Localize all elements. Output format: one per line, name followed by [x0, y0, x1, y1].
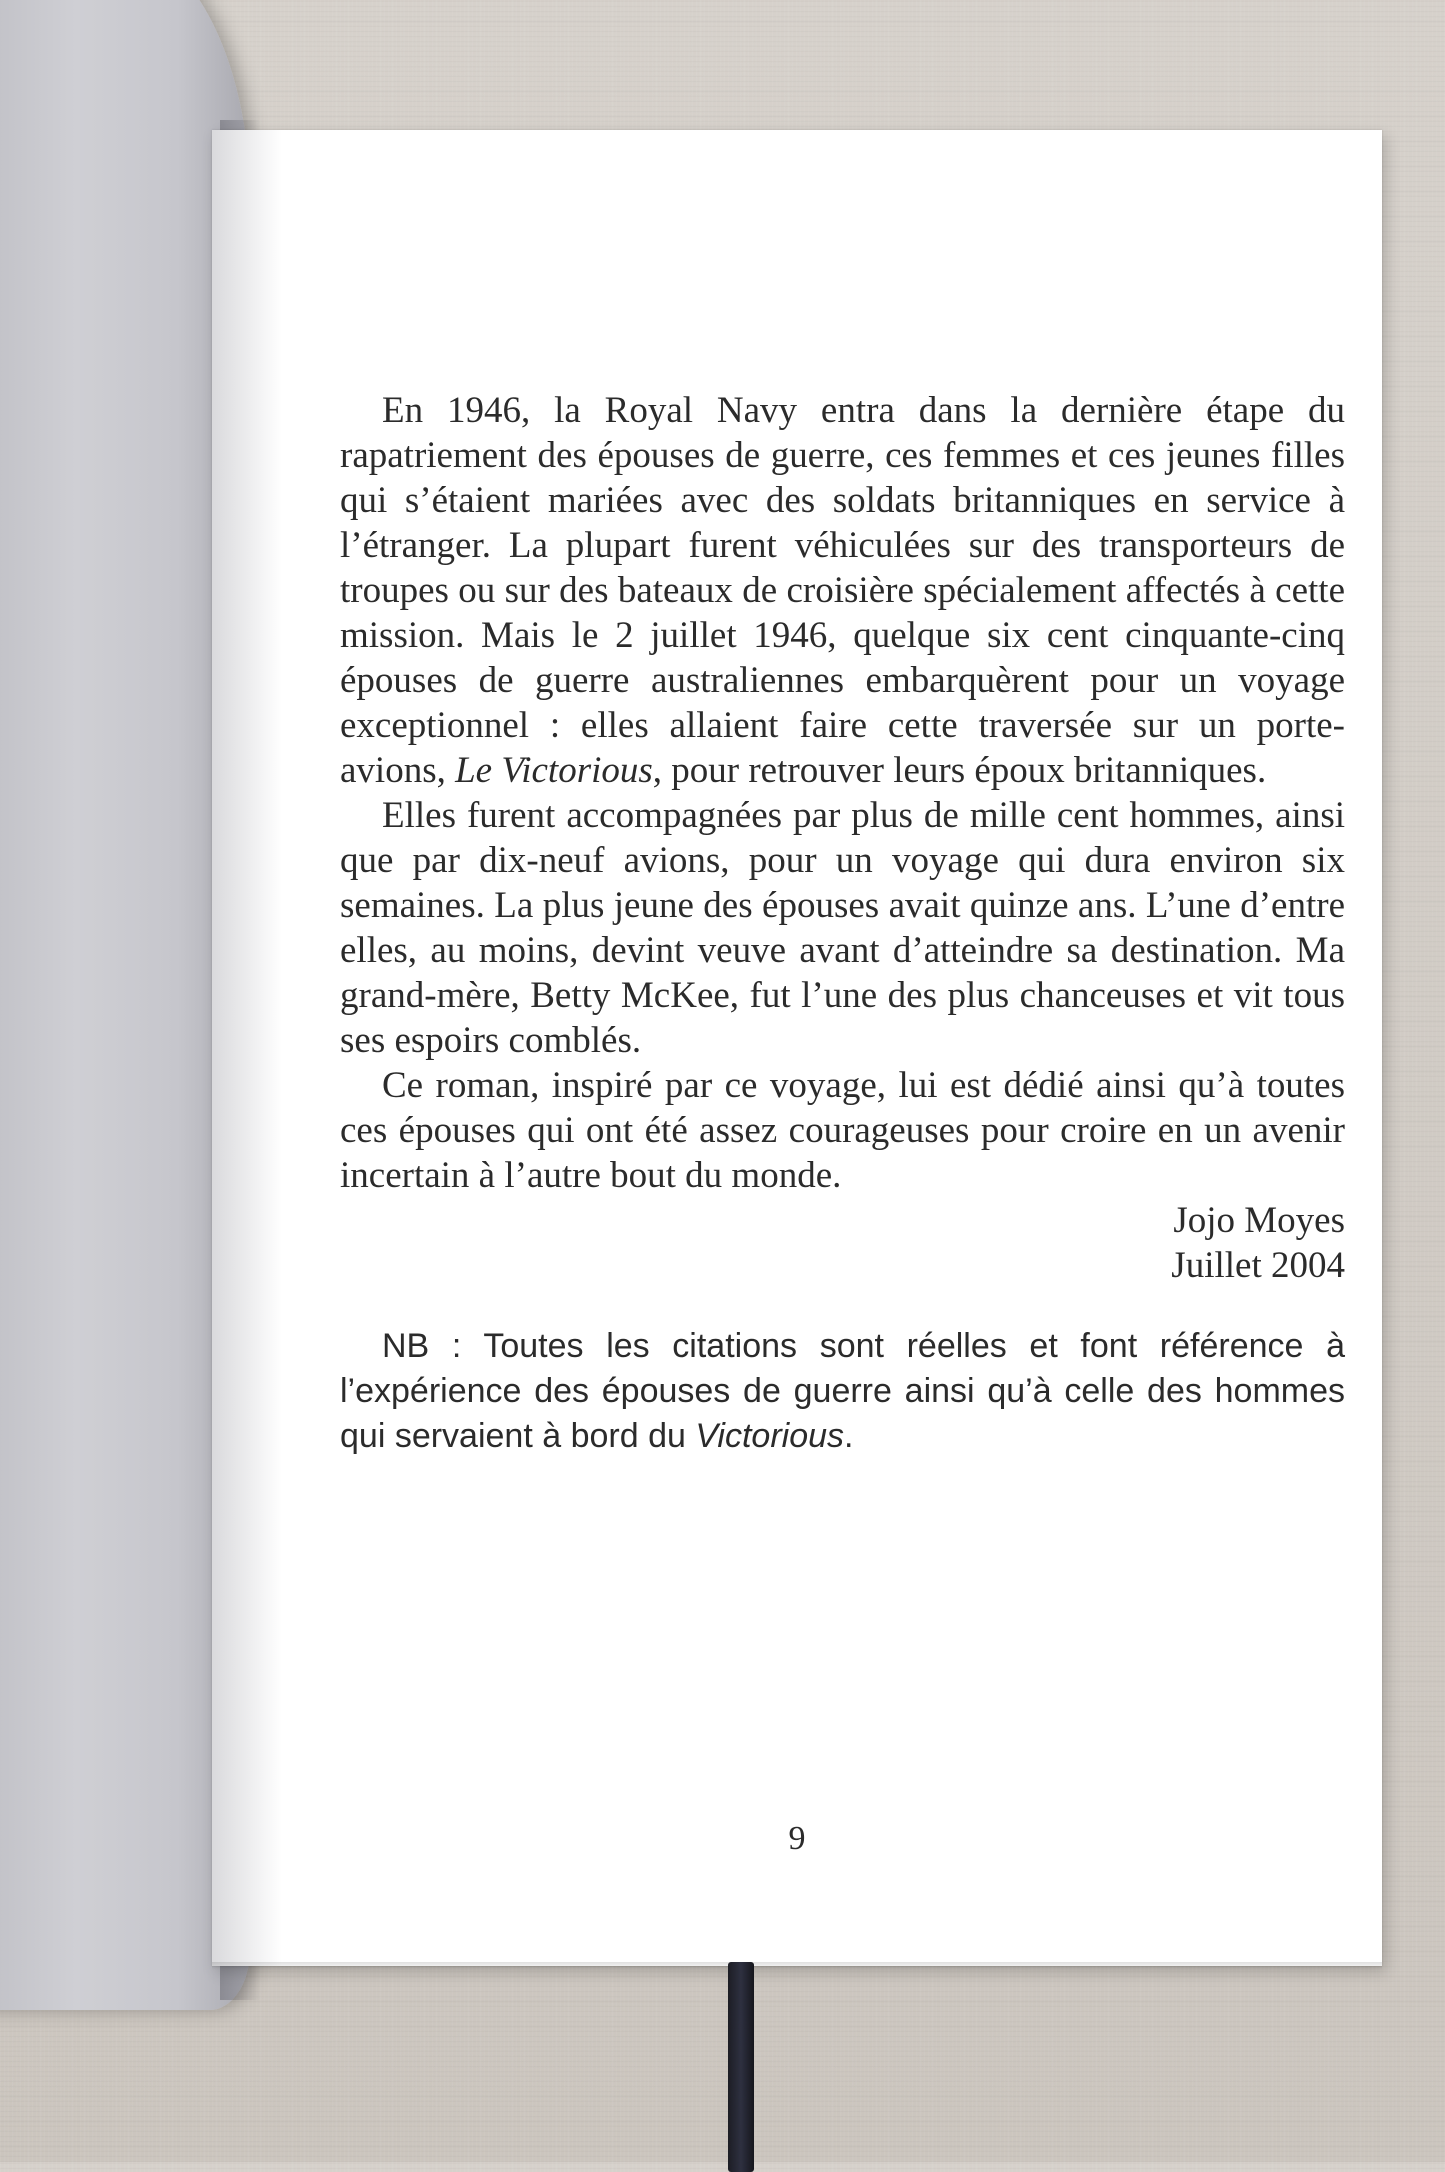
- note-end: .: [844, 1417, 854, 1455]
- paragraph-1-end: , pour retrouver leurs époux britanniques.: [652, 750, 1267, 791]
- paragraph-1-text: En 1946, la Royal Navy entra dans la dernière étape du rapatriement des épouses de guerre, ces femmes et ces jeunes filles qui s’étaient mariées avec des soldats britanniques en service à l’étranger. La plupart furent véhiculées sur des transporteurs de troupes ou sur des bateaux de croisière spécialement affectés à cette mission. Mais le 2 juillet 1946, quelque six cent cinquante-cinq épouses de guerre australiennes embarquèrent pour un voyage exceptionnel : elles allaient faire cette traversée sur un porte-avions,: [340, 390, 1345, 791]
- signature-block: [340, 1198, 1345, 1288]
- ship-name-italic: Le Victorious: [455, 750, 653, 791]
- ribbon-bookmark: [728, 1962, 754, 2172]
- right-page: [212, 130, 1382, 1966]
- note-text: NB : Toutes les citations sont réelles et font référence à l’expérience des épouses de guerre ainsi qu’à celle des hommes qui servaient à bord du: [340, 1327, 1345, 1455]
- signature-date: Juillet 2004: [1171, 1245, 1345, 1286]
- body-text: [340, 388, 1345, 1459]
- page-bottom-edge: [212, 1962, 1382, 1970]
- page-number: 9: [788, 1820, 806, 1857]
- signature-author: Jojo Moyes: [1173, 1200, 1345, 1241]
- paragraph-3: Ce roman, inspiré par ce voyage, lui est dédié ainsi qu’à toutes ces épouses qui ont été assez courageuses pour croire en un avenir incertain à l’autre bout du monde.: [340, 1065, 1345, 1196]
- paragraph-1: [340, 388, 1345, 793]
- note-paragraph: [340, 1324, 1345, 1459]
- note-ship-name-italic: Victorious: [695, 1417, 845, 1455]
- paragraph-2: Elles furent accompagnées par plus de mille cent hommes, ainsi que par dix-neuf avions, pour un voyage qui dura environ six semaines. La plus jeune des épouses avait quinze ans. L’une d’entre elles, au moins, devint veuve avant d’atteindre sa destination. Ma grand-mère, Betty McKee, fut l’une des plus chanceuses et vit tous ses espoirs comblés.: [340, 795, 1345, 1061]
